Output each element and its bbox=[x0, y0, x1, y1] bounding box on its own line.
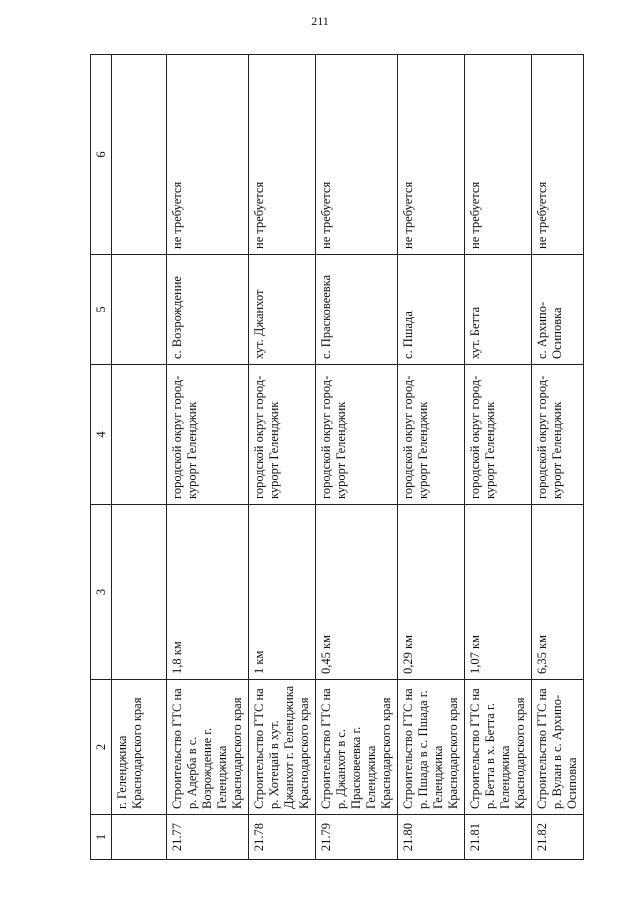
length-cell: 6,35 км bbox=[532, 505, 584, 680]
note-cell: не требуется bbox=[249, 55, 316, 255]
register-table bbox=[90, 54, 584, 860]
table-row bbox=[398, 55, 465, 860]
settlement-cell bbox=[112, 255, 167, 365]
municipality-cell: городской округ город-курорт Геленджик bbox=[465, 365, 532, 505]
column-header: 4 bbox=[91, 365, 112, 505]
column-header: 2 bbox=[91, 680, 112, 815]
column-header: 5 bbox=[91, 255, 112, 365]
object-name-cell: Строительство ГТС на р. Адерба в с. Возрождение г. Геленджика Краснодарского края bbox=[167, 680, 249, 815]
note-cell: не требуется bbox=[465, 55, 532, 255]
column-number-row bbox=[91, 55, 112, 860]
settlement-cell: с. Возрождение bbox=[167, 255, 249, 365]
row-number-cell bbox=[112, 815, 167, 860]
municipality-cell: городской округ город-курорт Геленджик bbox=[167, 365, 249, 505]
object-name-cell: Строительство ГТС на р. Пшада в с. Пшада г. Геленджика Краснодарского края bbox=[398, 680, 465, 815]
note-cell: не требуется bbox=[167, 55, 249, 255]
rotated-table-frame bbox=[90, 55, 580, 860]
note-cell: не требуется bbox=[316, 55, 398, 255]
settlement-cell: с. Архипо-Осиповка bbox=[532, 255, 584, 365]
column-header: 1 bbox=[91, 815, 112, 860]
object-name-cell: Строительство ГТС на р. Бетта в х. Бетта г. Геленджика Краснодарского края bbox=[465, 680, 532, 815]
municipality-cell: городской округ город-курорт Геленджик bbox=[249, 365, 316, 505]
length-cell: 1 км bbox=[249, 505, 316, 680]
table-row bbox=[465, 55, 532, 860]
object-name-cell: Строительство ГТС на р. Джанхот в с. Прасковеевка г. Геленджика Краснодарского края bbox=[316, 680, 398, 815]
object-name-cell: Строительство ГТС на р. Хотецай в хут. Джанхот г. Геленджика Краснодарского края bbox=[249, 680, 316, 815]
length-cell: 0,29 км bbox=[398, 505, 465, 680]
row-number-cell: 21.82 bbox=[532, 815, 584, 860]
note-cell bbox=[112, 55, 167, 255]
municipality-cell: городской округ город-курорт Геленджик bbox=[532, 365, 584, 505]
municipality-cell bbox=[112, 365, 167, 505]
column-header: 6 bbox=[91, 55, 112, 255]
table-row bbox=[316, 55, 398, 860]
object-name-cell: Строительство ГТС на р. Вулан в с. Архипо-Осиповка bbox=[532, 680, 584, 815]
column-header: 3 bbox=[91, 505, 112, 680]
settlement-cell: хут. Бетта bbox=[465, 255, 532, 365]
page-number: 211 bbox=[311, 14, 329, 28]
row-number-cell: 21.77 bbox=[167, 815, 249, 860]
table-row bbox=[532, 55, 584, 860]
length-cell: 0,45 км bbox=[316, 505, 398, 680]
length-cell bbox=[112, 505, 167, 680]
table-row bbox=[249, 55, 316, 860]
municipality-cell: городской округ город-курорт Геленджик bbox=[316, 365, 398, 505]
row-number-cell: 21.81 bbox=[465, 815, 532, 860]
length-cell: 1,07 км bbox=[465, 505, 532, 680]
row-number-cell: 21.80 bbox=[398, 815, 465, 860]
settlement-cell: с. Пшада bbox=[398, 255, 465, 365]
settlement-cell: с. Прасковеевка bbox=[316, 255, 398, 365]
continuation-row bbox=[112, 55, 167, 860]
object-name-cell: г. Геленджика Краснодарского края bbox=[112, 680, 167, 815]
length-cell: 1,8 км bbox=[167, 505, 249, 680]
note-cell: не требуется bbox=[532, 55, 584, 255]
row-number-cell: 21.79 bbox=[316, 815, 398, 860]
municipality-cell: городской округ город-курорт Геленджик bbox=[398, 365, 465, 505]
settlement-cell: хут. Джанхот bbox=[249, 255, 316, 365]
table-row bbox=[167, 55, 249, 860]
row-number-cell: 21.78 bbox=[249, 815, 316, 860]
note-cell: не требуется bbox=[398, 55, 465, 255]
